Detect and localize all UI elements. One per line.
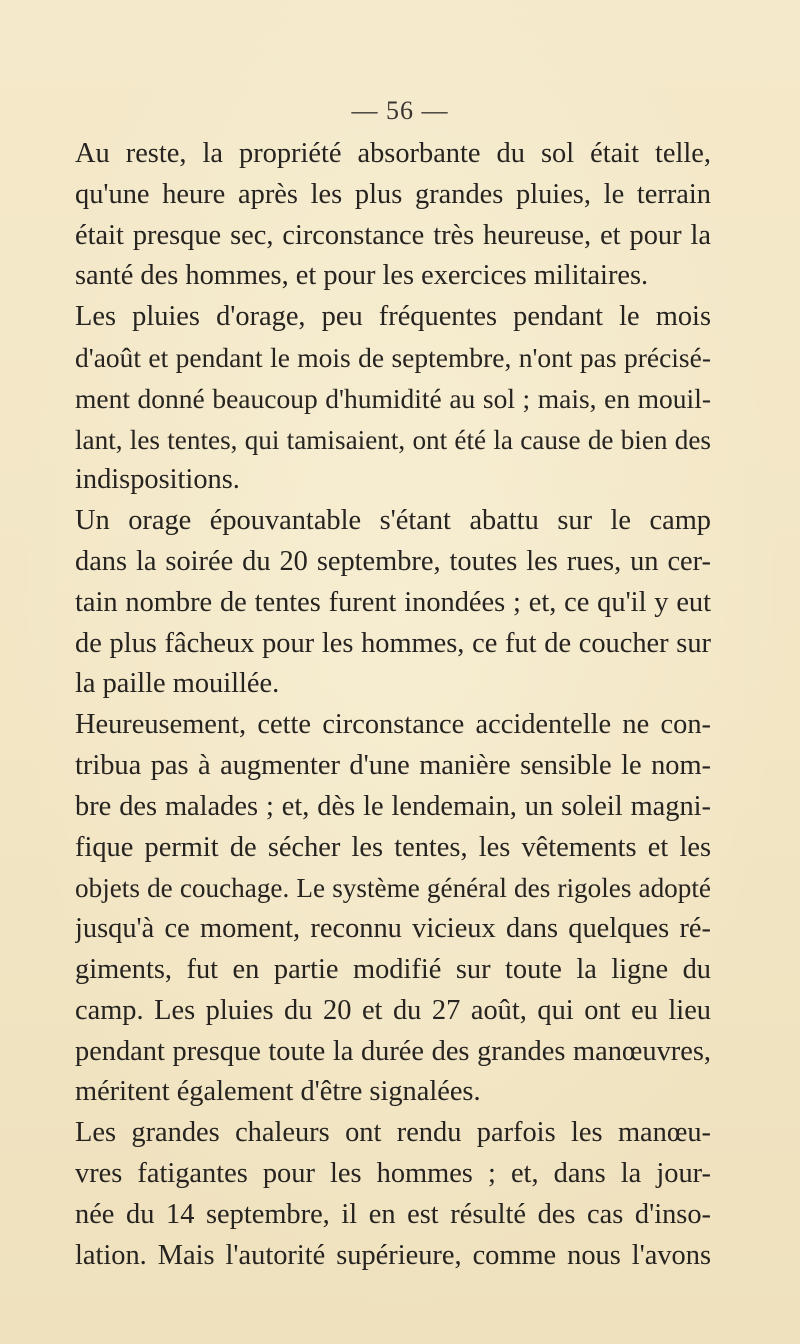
text-line: née du 14 septembre, il en est résulté des cas d'inso- xyxy=(75,1198,711,1230)
text-line: camp. Les pluies du 20 et du 27 août, qui ont eu lieu xyxy=(75,994,711,1026)
body-text xyxy=(75,134,711,1276)
text-line: de plus fâcheux pour les hommes, ce fut de coucher sur xyxy=(75,627,711,659)
paragraph xyxy=(75,1113,711,1276)
text-line: lation. Mais l'autorité supérieure, comme nous l'avons xyxy=(75,1239,711,1271)
text-line: objets de couchage. Le système général des rigoles adopté xyxy=(75,873,711,904)
paragraph xyxy=(75,501,711,705)
text-line: Les grandes chaleurs ont rendu parfois les manœu- xyxy=(75,1117,711,1149)
text-line: Au reste, la propriété absorbante du sol était telle, xyxy=(75,138,711,169)
text-line: Heureusement, cette circonstance accidentelle ne con- xyxy=(75,709,711,741)
text-line: vres fatigantes pour les hommes ; et, dans la jour- xyxy=(75,1157,711,1189)
text-line: dans la soirée du 20 septembre, toutes les rues, un cer- xyxy=(75,545,711,577)
text-line: était presque sec, circonstance très heureuse, et pour la xyxy=(75,219,711,251)
text-line: lant, les tentes, qui tamisaient, ont été la cause de bien des xyxy=(75,424,711,455)
paragraph xyxy=(75,134,711,297)
text-line: tribua pas à augmenter d'une manière sensible le nom- xyxy=(75,749,711,781)
text-line: indispositions. xyxy=(75,464,240,496)
text-line: qu'une heure après les plus grandes pluies, le terrain xyxy=(75,178,711,210)
text-line: bre des malades ; et, dès le lendemain, un soleil magni- xyxy=(75,790,711,822)
page-number: — 56 — xyxy=(351,96,449,125)
text-line: méritent également d'être signalées. xyxy=(75,1076,481,1108)
text-line: jusqu'à ce moment, reconnu vicieux dans quelques ré- xyxy=(75,913,711,945)
text-line: fique permit de sécher les tentes, les vêtements et les xyxy=(75,831,711,863)
text-line: santé des hommes, et pour les exercices militaires. xyxy=(75,260,649,292)
text-line: Un orage épouvantable s'étant abattu sur le camp xyxy=(75,505,711,537)
text-line: ment donné beaucoup d'humidité au sol ; mais, en mouil- xyxy=(75,382,711,414)
paragraph xyxy=(75,297,711,501)
text-line: giments, fut en partie modifié sur toute la ligne du xyxy=(75,953,711,985)
text-line: la paille mouillée. xyxy=(75,668,280,700)
text-line: Les pluies d'orage, peu fréquentes pendant le mois xyxy=(75,301,711,333)
text-line: pendant presque toute la durée des grandes manœuvres, xyxy=(75,1035,711,1067)
text-line: d'août et pendant le mois de septembre, n'ont pas précisé- xyxy=(75,341,711,373)
text-line: tain nombre de tentes furent inondées ; et, ce qu'il y eut xyxy=(75,586,711,618)
paragraph xyxy=(75,705,711,1113)
